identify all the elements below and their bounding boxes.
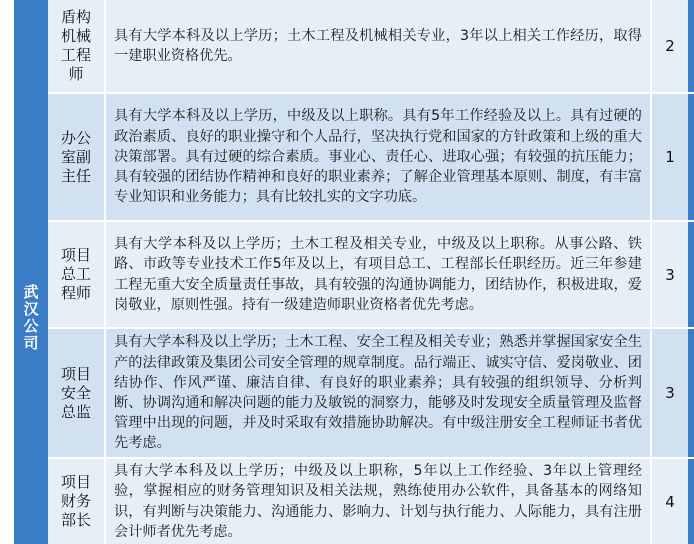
table-row bbox=[48, 457, 694, 544]
position-name: 盾构机械工程师 bbox=[48, 0, 106, 92]
table-row bbox=[48, 220, 694, 327]
headcount: 4 bbox=[652, 459, 690, 544]
row-right-edge bbox=[688, 329, 694, 457]
row-right-edge bbox=[688, 222, 694, 327]
row-right-edge bbox=[688, 94, 694, 220]
position-name: 项目总工程师 bbox=[48, 222, 106, 327]
company-cell bbox=[14, 92, 48, 544]
position-name: 项目财务部长 bbox=[48, 459, 106, 544]
requirement-text: 具有大学本科及以上学历，中级及以上职称。具有5年工作经验及以上。具有过硬的政治素质、良好的职业操守和个人品行，坚决执行党和国家的方针政策和上级的重大决策部署。具有过硬的综合素质。事业心、责任心、进取心强；有较强的抗压能力；具有较强的团结协作精神和良好的职业素养；了解企业管理基本原则、制度，有丰富专业知识和业务能力；具有比较扎实的文字功底。 bbox=[106, 94, 652, 220]
headcount: 1 bbox=[652, 94, 690, 220]
table-row bbox=[48, 327, 694, 457]
headcount: 3 bbox=[652, 329, 690, 457]
table-row bbox=[48, 92, 694, 220]
company-name: 武汉公司 bbox=[21, 284, 40, 352]
position-name: 办公室副主任 bbox=[48, 94, 106, 220]
headcount: 2 bbox=[652, 0, 690, 92]
row-right-edge bbox=[688, 0, 694, 92]
requirement-text: 具有大学本科及以上学历；土木工程及相关专业，中级及以上职称。从事公路、铁路、市政等专业技术工作5年及以上，有项目总工、工程部长任职经历。近三年参建工程无重大安全质量责任事故，具有较强的沟通协调能力，团结协作，积极进取，爱岗敬业，原则性强。持有一级建造师职业资格者优先考虑。 bbox=[106, 222, 652, 327]
table-left-margin bbox=[0, 0, 14, 544]
requirement-text: 具有大学本科及以上学历；土木工程、安全工程及相关专业；熟悉并掌握国家安全生产的法律政策及集团公司安全管理的规章制度。品行端正、诚实守信、爱岗敬业、团结协作、作风严谨、廉洁自律、有良好的职业素养；具有较强的组织领导、分析判断、协调沟通和解决问题的能力及敏锐的洞察力，能够及时发现安全质量管理及监督管理中出现的问题，并及时采取有效措施协助解决。有中级注册安全工程师证书者优先考虑。 bbox=[106, 329, 652, 457]
table-row bbox=[48, 0, 694, 92]
requirement-text: 具有大学本科及以上学历；中级及以上职称，5年以上工作经验、3年以上管理经验，掌握相应的财务管理知识及相关法规，熟练使用办公软件，具备基本的网络知识，有判断与决策能力、沟通能力、影响力、计划与执行能力、人际能力，具有注册会计师者优先考虑。 bbox=[106, 459, 652, 544]
position-name: 项目安全总监 bbox=[48, 329, 106, 457]
row-right-edge bbox=[688, 459, 694, 544]
requirement-text: 具有大学本科及以上学历；土木工程及机械相关专业，3年以上相关工作经历，取得一建职业资格优先。 bbox=[106, 0, 652, 92]
company-cell-previous bbox=[14, 0, 48, 92]
headcount: 3 bbox=[652, 222, 690, 327]
